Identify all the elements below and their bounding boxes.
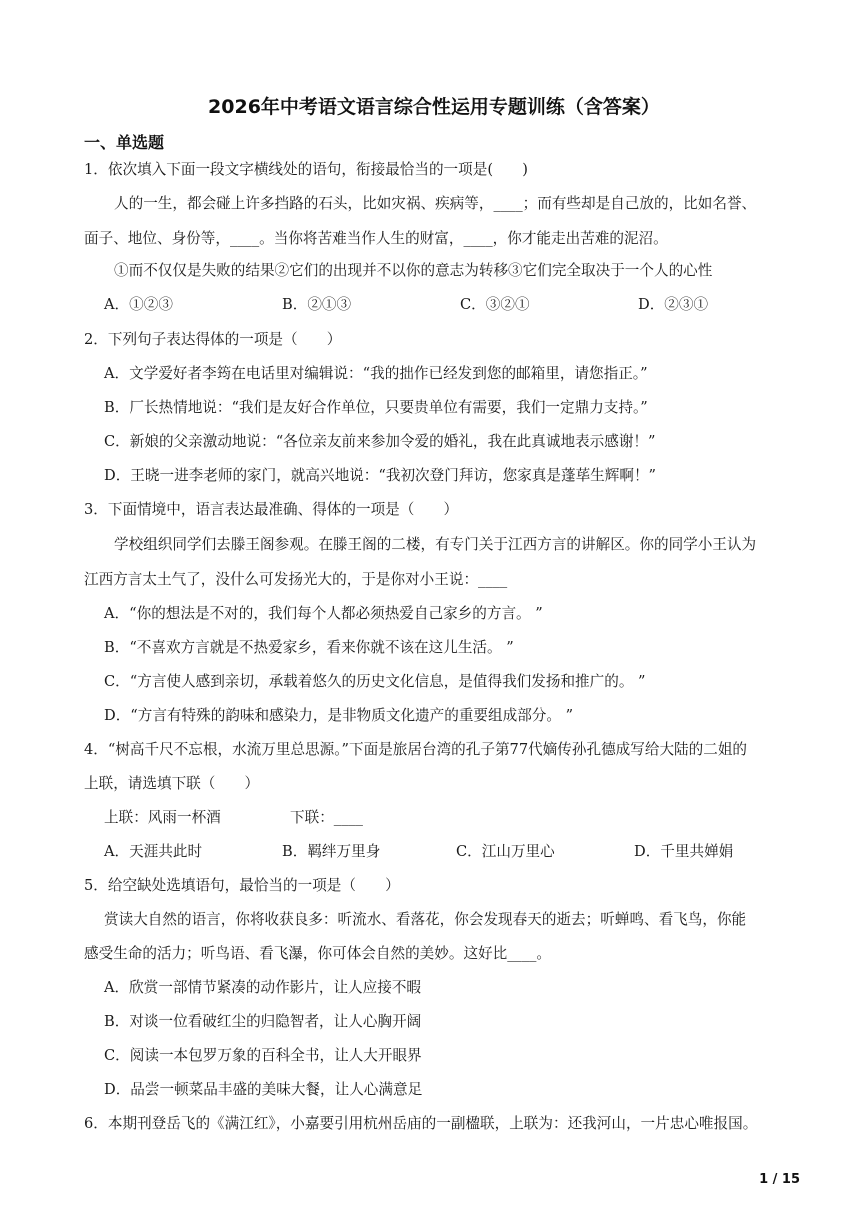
question-4-upper-couplet: 上联：风雨一杯酒	[104, 809, 221, 826]
question-1-passage-line-2: 面子、地位、身份等，____。当你将苦难当作人生的财富，____，你才能走出苦难的泥沼。	[84, 230, 668, 247]
question-4-option-b[interactable]: B．羁绊万里身	[282, 843, 381, 860]
question-2-option-c[interactable]: C．新娘的父亲激动地说：“各位亲友前来参加令爱的婚礼，我在此真诚地表示感谢！”	[104, 433, 656, 450]
question-4-option-a[interactable]: A．天涯共此时	[104, 843, 203, 860]
question-3-option-c[interactable]: C．“方言使人感到亲切，承载着悠久的历史文化信息，是值得我们发扬和推广的。 ”	[104, 673, 646, 690]
question-1-stem: 1．依次填入下面一段文字横线处的语句，衔接最恰当的一项是( )	[84, 161, 528, 178]
document-title: 2026年中考语文语言综合性运用专题训练（含答案）	[208, 96, 660, 118]
question-1-option-a[interactable]: A．①②③	[104, 296, 173, 313]
question-2-option-d[interactable]: D．王晓一进李老师的家门，就高兴地说：“我初次登门拜访，您家真是蓬荜生辉啊！”	[104, 467, 657, 484]
question-1-option-d[interactable]: D．②③①	[638, 296, 709, 313]
question-3-option-b[interactable]: B．“不喜欢方言就是不热爱家乡，看来你就不该在这儿生活。 ”	[104, 639, 514, 656]
question-4-stem-line-2: 上联，请选填下联（ ）	[84, 775, 260, 792]
question-1-sentences: ①而不仅仅是失败的结果②它们的出现并不以你的意志为转移③它们完全取决于一个人的心性	[114, 262, 713, 279]
question-1-passage-line-1: 人的一生，都会碰上许多挡路的石头，比如灾祸、疾病等，____；而有些却是自己放的，比如名誉、	[114, 195, 757, 212]
question-4-option-d[interactable]: D．千里共婵娟	[634, 843, 734, 860]
question-5-passage-line-2: 感受生命的活力；听鸟语、看飞瀑，你可体会自然的美妙。这好比____。	[84, 945, 552, 962]
question-5-passage-line-1: 赏读大自然的语言，你将收获良多：听流水、看落花，你会发现春天的逝去；听蝉鸣、看飞鸟，你能	[104, 911, 747, 928]
question-1-option-c[interactable]: C．③②①	[460, 296, 530, 313]
question-3-option-a[interactable]: A．“你的想法是不对的，我们每个人都必须热爱自己家乡的方言。 ”	[104, 605, 543, 622]
question-4-lower-couplet: 下联：____	[290, 809, 363, 826]
question-4-stem-line-1: 4．“树高千尺不忘根，水流万里总思源。”下面是旅居台湾的孔子第77代嫡传孙孔德成写给大陆的二姐的	[84, 741, 748, 758]
question-5-option-c[interactable]: C．阅读一本包罗万象的百科全书，让人大开眼界	[104, 1047, 422, 1064]
question-3-stem: 3．下面情境中，语言表达最准确、得体的一项是（ ）	[84, 501, 459, 518]
question-5-option-b[interactable]: B．对谈一位看破红尘的归隐智者，让人心胸开阔	[104, 1013, 422, 1030]
page-number: 1 / 15	[759, 1172, 800, 1187]
question-2-stem: 2．下列句子表达得体的一项是（ ）	[84, 331, 342, 348]
question-4-option-c[interactable]: C．江山万里心	[456, 843, 555, 860]
question-3-context-line-2: 江西方言太土气了，没什么可发扬光大的，于是你对小王说：____	[84, 571, 508, 588]
section-heading: 一、单选题	[84, 133, 165, 152]
question-5-option-d[interactable]: D．品尝一顿菜品丰盛的美味大餐，让人心满意足	[104, 1081, 423, 1098]
question-2-option-b[interactable]: B．厂长热情地说：“我们是友好合作单位，只要贵单位有需要，我们一定鼎力支持。”	[104, 399, 648, 416]
question-3-context-line-1: 学校组织同学们去滕王阁参观。在滕王阁的二楼，有专门关于江西方言的讲解区。你的同学小王认为	[114, 536, 757, 553]
question-3-option-d[interactable]: D．“方言有特殊的韵味和感染力，是非物质文化遗产的重要组成部分。 ”	[104, 707, 574, 724]
question-2-option-a[interactable]: A．文学爱好者李筠在电话里对编辑说：“我的拙作已经发到您的邮箱里，请您指正。”	[104, 365, 648, 382]
question-5-stem: 5．给空缺处选填语句，最恰当的一项是（ ）	[84, 877, 400, 894]
question-1-option-b[interactable]: B．②①③	[282, 296, 352, 313]
question-6-stem: 6．本期刊登岳飞的《满江红》，小嘉要引用杭州岳庙的一副楹联，上联为：还我河山，一片忠心唯报国。	[84, 1115, 758, 1132]
question-5-option-a[interactable]: A．欣赏一部情节紧凑的动作影片，让人应接不暇	[104, 979, 422, 996]
